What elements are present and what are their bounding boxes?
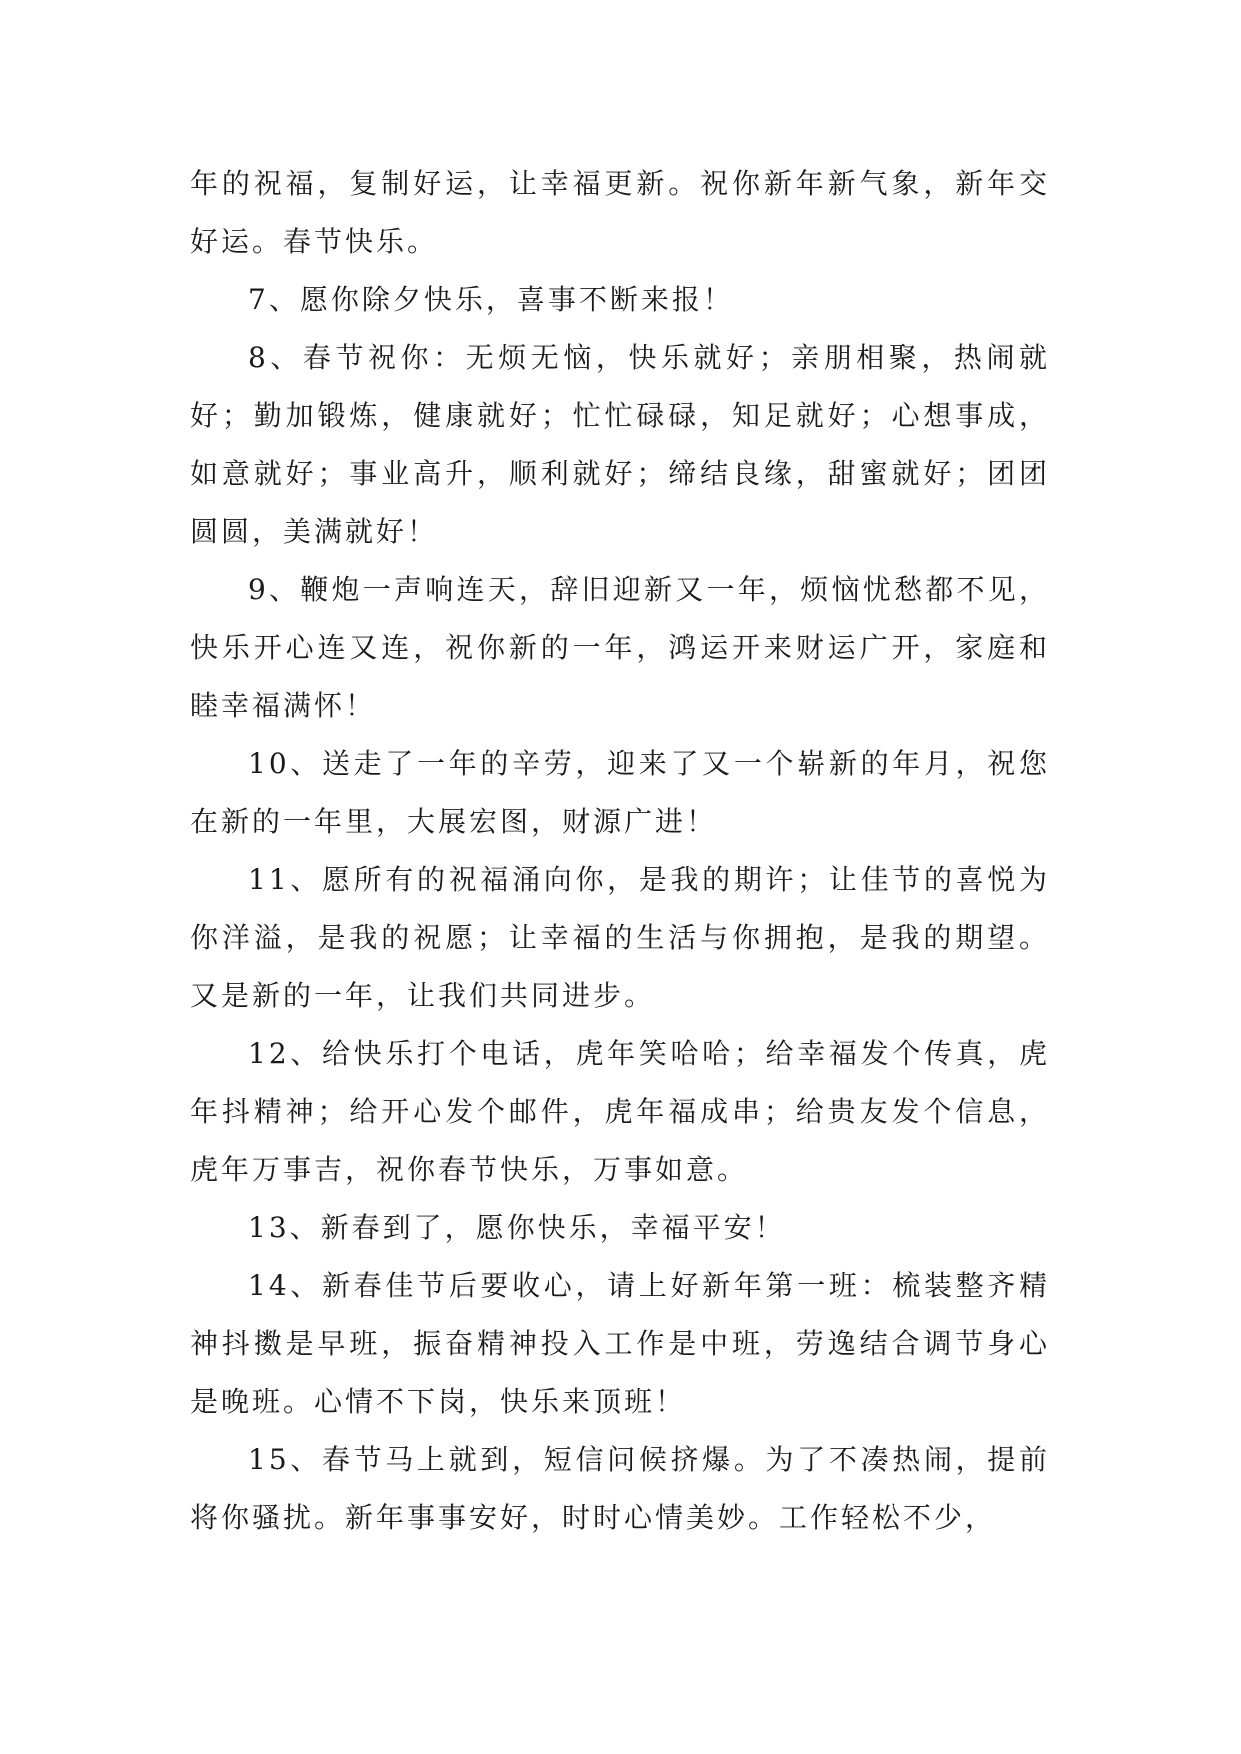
document-body bbox=[190, 155, 1050, 1547]
greeting-item-10: 10、送走了一年的辛劳，迎来了又一个崭新的年月，祝您在新的一年里，大展宏图，财源广进！ bbox=[190, 747, 1050, 838]
greeting-item-12: 12、给快乐打个电话，虎年笑哈哈；给幸福发个传真，虎年抖精神；给开心发个邮件，虎年福成串；给贵友发个信息，虎年万事吉，祝你春节快乐，万事如意。 bbox=[190, 1037, 1050, 1186]
greeting-item-8: 8、春节祝你：无烦无恼，快乐就好；亲朋相聚，热闹就好；勤加锻炼，健康就好；忙忙碌碌，知足就好；心想事成，如意就好；事业高升，顺利就好；缔结良缘，甜蜜就好；团团圆圆，美满就好！ bbox=[190, 341, 1050, 548]
greeting-item-13: 13、新春到了，愿你快乐，幸福平安！ bbox=[248, 1211, 786, 1244]
greeting-item-9: 9、鞭炮一声响连天，辞旧迎新又一年，烦恼忧愁都不见，快乐开心连又连，祝你新的一年，鸿运开来财运广开，家庭和睦幸福满怀！ bbox=[190, 573, 1050, 722]
greeting-item-15: 15、春节马上就到，短信问候挤爆。为了不凑热闹，提前将你骚扰。新年事事安好，时时心情美妙。工作轻松不少， bbox=[190, 1443, 1050, 1534]
greeting-item-14: 14、新春佳节后要收心，请上好新年第一班：梳装整齐精神抖擞是早班，振奋精神投入工作是中班，劳逸结合调节身心是晚班。心情不下岗，快乐来顶班！ bbox=[190, 1269, 1050, 1418]
paragraph-continuation: 年的祝福，复制好运，让幸福更新。祝你新年新气象，新年交好运。春节快乐。 bbox=[190, 167, 1050, 258]
greeting-item-7: 7、愿你除夕快乐，喜事不断来报！ bbox=[248, 283, 734, 316]
greeting-item-11: 11、愿所有的祝福涌向你，是我的期许；让佳节的喜悦为你洋溢，是我的祝愿；让幸福的生活与你拥抱，是我的期望。又是新的一年，让我们共同进步。 bbox=[190, 863, 1050, 1012]
